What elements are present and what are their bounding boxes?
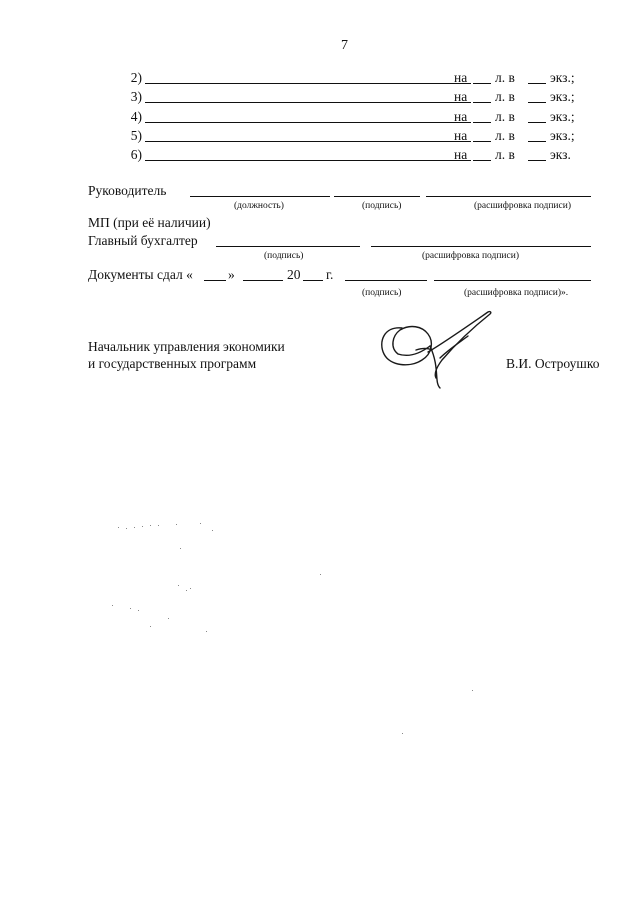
scan-speck — [118, 527, 119, 528]
list-item-l-v: л. в — [495, 128, 515, 143]
scan-speck — [180, 548, 181, 549]
list-item-sheets-line — [473, 102, 491, 103]
caption-decoding: (расшифровка подписи) — [474, 201, 571, 211]
list-item-title-line — [145, 102, 471, 103]
scan-speck — [168, 618, 169, 619]
list-item — [120, 89, 600, 105]
scan-speck — [320, 574, 321, 575]
docs-month-line — [243, 280, 283, 281]
docs-caption-decoding: (расшифровка подписи)». — [464, 288, 569, 298]
scan-speck — [190, 588, 191, 589]
list-item-sheets-line — [473, 122, 491, 123]
list-item-copies-line — [528, 122, 546, 123]
docs-signature-line — [345, 280, 427, 281]
docs-quote-close: » — [228, 267, 235, 282]
list-item-l-v: л. в — [495, 109, 515, 124]
scan-speck — [130, 608, 131, 609]
list-item-sheets-line — [473, 141, 491, 142]
list-item-title-line — [145, 122, 471, 123]
list-item-l-v: л. в — [495, 147, 515, 162]
scan-speck — [150, 525, 151, 526]
docs-year-prefix: 20 — [287, 267, 301, 282]
head-label: Руководитель — [88, 183, 167, 198]
accountant-signature-line — [216, 246, 360, 247]
accountant-caption-signature: (подпись) — [264, 251, 304, 261]
list-item-ekz: экз.; — [550, 128, 575, 143]
list-item-ekz: экз. — [550, 147, 571, 162]
list-item — [120, 70, 600, 86]
head-decoding-line — [426, 196, 591, 197]
scan-speck — [178, 585, 179, 586]
list-item-na: на — [454, 128, 468, 143]
head-position-line — [190, 196, 330, 197]
list-item-l-v: л. в — [495, 70, 515, 85]
scan-speck — [138, 610, 139, 611]
list-item-title-line — [145, 160, 471, 161]
handwritten-signature-icon — [370, 308, 510, 392]
head-signature-line — [334, 196, 420, 197]
scan-speck — [158, 525, 159, 526]
caption-position: (должность) — [234, 201, 284, 211]
accountant-decoding-line — [371, 246, 591, 247]
list-item-copies-line — [528, 102, 546, 103]
docs-caption-signature: (подпись) — [362, 288, 402, 298]
list-item-copies-line — [528, 141, 546, 142]
list-item-na: на — [454, 89, 468, 104]
scan-speck — [112, 605, 113, 606]
list-item-na: на — [454, 147, 468, 162]
caption-signature: (подпись) — [362, 201, 402, 211]
scan-speck — [150, 626, 151, 627]
list-item-number: 2) — [130, 70, 142, 85]
docs-day-line — [204, 280, 226, 281]
list-item — [120, 147, 600, 163]
accountant-caption-decoding: (расшифровка подписи) — [422, 251, 519, 261]
scan-speck — [402, 733, 403, 734]
scan-speck — [472, 690, 473, 691]
docs-year-suffix: г. — [326, 267, 334, 282]
list-item-na: на — [454, 109, 468, 124]
docs-year-line — [303, 280, 323, 281]
list-item-na: на — [454, 70, 468, 85]
scan-speck — [134, 527, 135, 528]
list-item-ekz: экз.; — [550, 89, 575, 104]
docs-decoding-line — [434, 280, 591, 281]
list-item-sheets-line — [473, 160, 491, 161]
scan-speck — [206, 631, 207, 632]
list-item-ekz: экз.; — [550, 70, 575, 85]
list-item — [120, 128, 600, 144]
list-item-number: 3) — [130, 89, 142, 104]
stamp-label: МП (при её наличии) — [88, 215, 211, 230]
list-item-copies-line — [528, 83, 546, 84]
list-item-copies-line — [528, 160, 546, 161]
list-item-ekz: экз.; — [550, 109, 575, 124]
scan-speck — [126, 528, 127, 529]
signer-position-line1: Начальник управления экономики — [88, 339, 285, 354]
scan-speck — [142, 526, 143, 527]
scan-speck — [186, 590, 187, 591]
list-item-sheets-line — [473, 83, 491, 84]
signer-position-line2: и государственных программ — [88, 356, 257, 371]
list-item-number: 4) — [130, 109, 142, 124]
docs-label: Документы сдал « — [88, 267, 193, 282]
list-item-l-v: л. в — [495, 89, 515, 104]
list-item-title-line — [145, 141, 471, 142]
scan-speck — [176, 524, 177, 525]
scan-speck — [200, 523, 201, 524]
list-item — [120, 109, 600, 125]
list-item-number: 5) — [130, 128, 142, 143]
signer-name: В.И. Остроушко — [506, 356, 600, 371]
list-item-title-line — [145, 83, 471, 84]
scan-speck — [212, 530, 213, 531]
page-number: 7 — [341, 38, 348, 53]
accountant-label: Главный бухгалтер — [88, 233, 198, 248]
list-item-number: 6) — [130, 147, 142, 162]
